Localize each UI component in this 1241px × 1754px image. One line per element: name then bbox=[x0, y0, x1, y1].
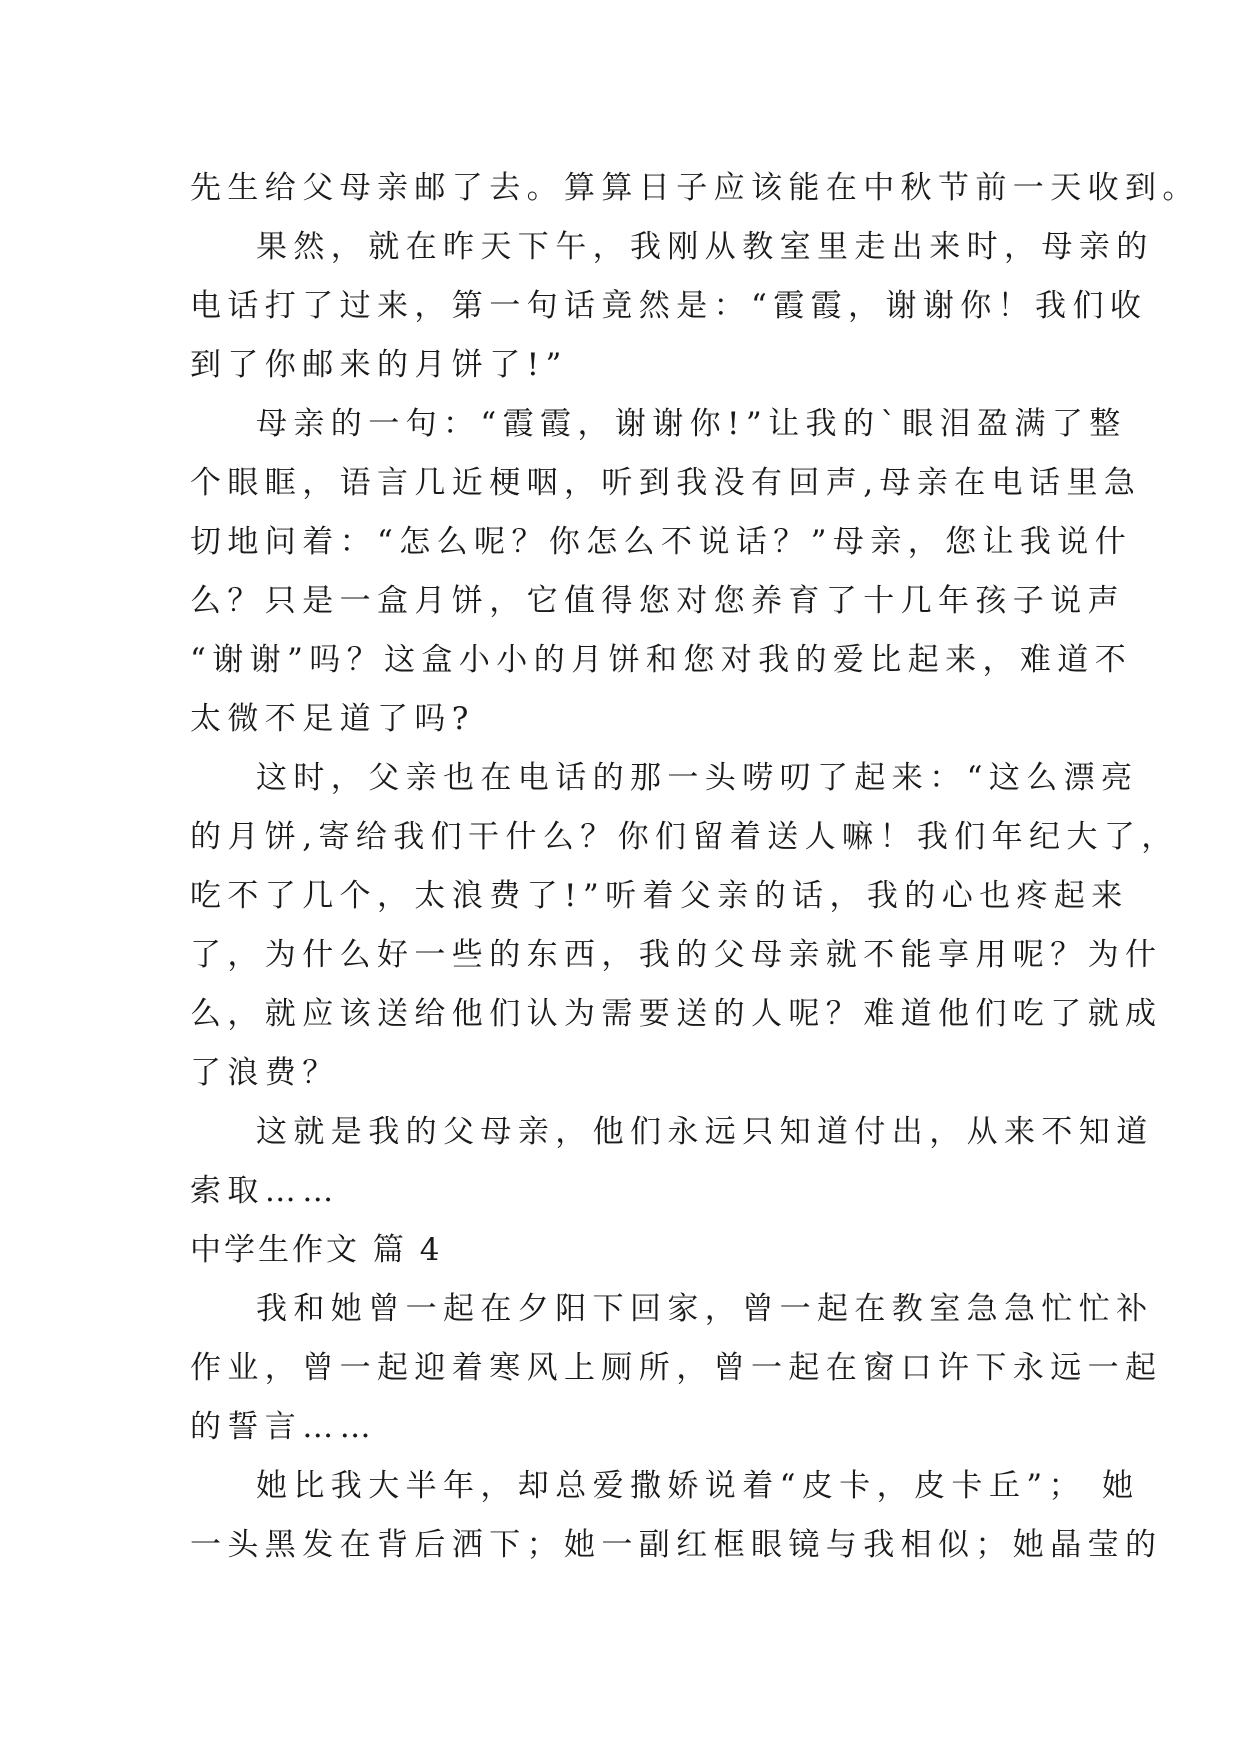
text-line: 电话打了过来，第一句话竟然是：“霞霞，谢谢你！我们收 bbox=[190, 288, 1148, 324]
text-line: 作业，曾一起迎着寒风上厕所，曾一起在窗口许下永远一起 bbox=[190, 1350, 1163, 1386]
paragraph-start-line: 果然，就在昨天下午，我刚从教室里走出来时，母亲的 bbox=[256, 229, 1154, 265]
text-line: 吃不了几个，太浪费了!”听着父亲的话，我的心也疼起来 bbox=[190, 878, 1129, 914]
text-line: 太微不足道了吗? bbox=[190, 701, 475, 737]
paragraph-start-line: 这时，父亲也在电话的那一头唠叨了起来：“这么漂亮 bbox=[256, 760, 1139, 796]
text-line: 的月饼,寄给我们干什么？你们留着送人嘛！我们年纪大了， bbox=[190, 819, 1179, 855]
text-line: 切地问着：“怎么呢？你怎么不说话？”母亲，您让我说什 bbox=[190, 524, 1133, 560]
text-line: 的誓言…… bbox=[190, 1409, 377, 1445]
paragraph-start-line: 她比我大半年，却总爱撒娇说着“皮卡，皮卡丘”； 她 bbox=[256, 1468, 1140, 1504]
section-heading: 中学生作文 篇 4 bbox=[190, 1232, 443, 1268]
text-line: 了浪费？ bbox=[190, 1055, 340, 1091]
text-line: 么？只是一盒月饼，它值得您对您养育了十几年孩子说声 bbox=[190, 583, 1125, 619]
paragraph-start-line: 这就是我的父母亲，他们永远只知道付出，从来不知道 bbox=[256, 1114, 1154, 1150]
text-line: 个眼眶，语言几近梗咽，听到我没有回声,母亲在电话里急 bbox=[190, 465, 1142, 501]
text-line: 先生给父母亲邮了去。算算日子应该能在中秋节前一天收到。 bbox=[190, 170, 1200, 206]
text-line: 索取…… bbox=[190, 1173, 340, 1209]
paragraph-start-line: 我和她曾一起在夕阳下回家，曾一起在教室急急忙忙补 bbox=[256, 1291, 1154, 1327]
text-line: “谢谢”吗？这盒小小的月饼和您对我的爱比起来，难道不 bbox=[190, 642, 1133, 678]
text-line: 一头黑发在背后洒下；她一副红框眼镜与我相似；她晶莹的 bbox=[190, 1527, 1163, 1563]
text-line: 了，为什么好一些的东西，我的父母亲就不能享用呢？为什 bbox=[190, 937, 1163, 973]
paragraph-start-line: 母亲的一句：“霞霞，谢谢你!”让我的`眼泪盈满了整 bbox=[256, 406, 1127, 442]
text-line: 到了你邮来的月饼了!” bbox=[190, 347, 568, 383]
text-line: 么，就应该送给他们认为需要送的人呢？难道他们吃了就成 bbox=[190, 996, 1163, 1032]
